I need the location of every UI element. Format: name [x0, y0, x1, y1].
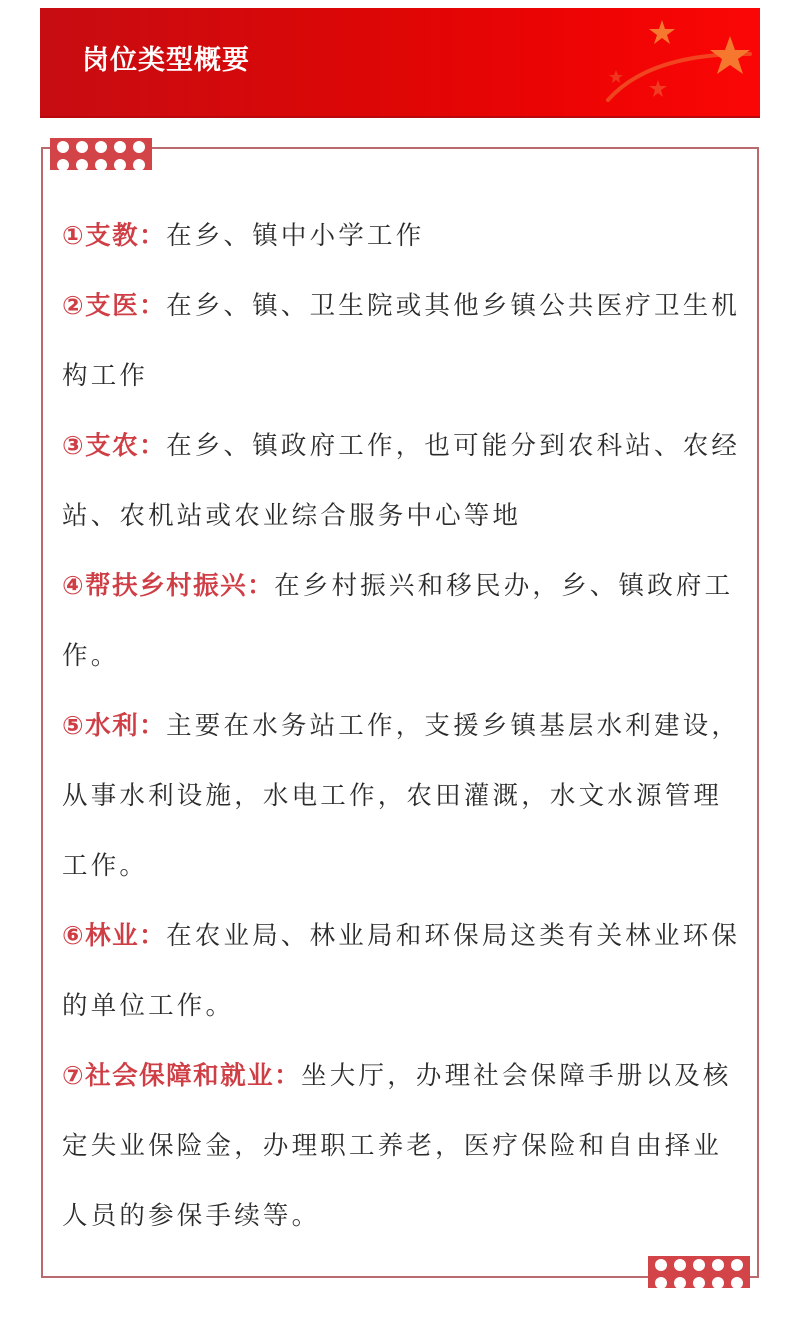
item-label: ④帮扶乡村振兴： [62, 571, 275, 601]
list-item-forestry [62, 901, 742, 1041]
dots-badge-top [50, 138, 152, 170]
item-text: 在农业局、林业局和环保局这类有关林业环保的单位工作。 [62, 921, 741, 1021]
list-item-social-security [62, 1041, 742, 1251]
list-item-medical [62, 271, 742, 411]
dots-badge-bottom [648, 1256, 750, 1288]
item-text: 在乡、镇政府工作，也可能分到农科站、农经站、农机站或农业综合服务中心等地 [62, 431, 741, 531]
job-type-list [62, 201, 742, 1251]
list-item-water-conservancy [62, 691, 742, 901]
item-text: 主要在水务站工作，支援乡镇基层水利建设，从事水利设施，水电工作，农田灌溉，水文水源管理工作。 [62, 711, 741, 881]
item-label: ⑤水利： [62, 711, 167, 741]
item-label: ⑦社会保障和就业： [62, 1061, 302, 1091]
item-label: ⑥林业： [62, 921, 167, 951]
item-label: ②支医： [62, 291, 167, 321]
item-label: ①支教： [62, 221, 167, 251]
list-item-agriculture [62, 411, 742, 551]
page-title: 岗位类型概要 [82, 45, 250, 76]
item-text: 在乡村振兴和移民办，乡、镇政府工作。 [62, 571, 734, 671]
list-item-rural-revitalization [62, 551, 742, 691]
item-label: ③支农： [62, 431, 167, 461]
shooting-stars-icon [590, 8, 760, 118]
item-text: 在乡、镇中小学工作 [166, 221, 425, 251]
header-banner [40, 8, 760, 118]
item-text: 坐大厅，办理社会保障手册以及核定失业保险金，办理职工养老，医疗保险和自由择业人员的参保手续等。 [62, 1061, 732, 1231]
list-item-teaching [62, 201, 742, 271]
item-text: 在乡、镇、卫生院或其他乡镇公共医疗卫生机构工作 [62, 291, 741, 391]
